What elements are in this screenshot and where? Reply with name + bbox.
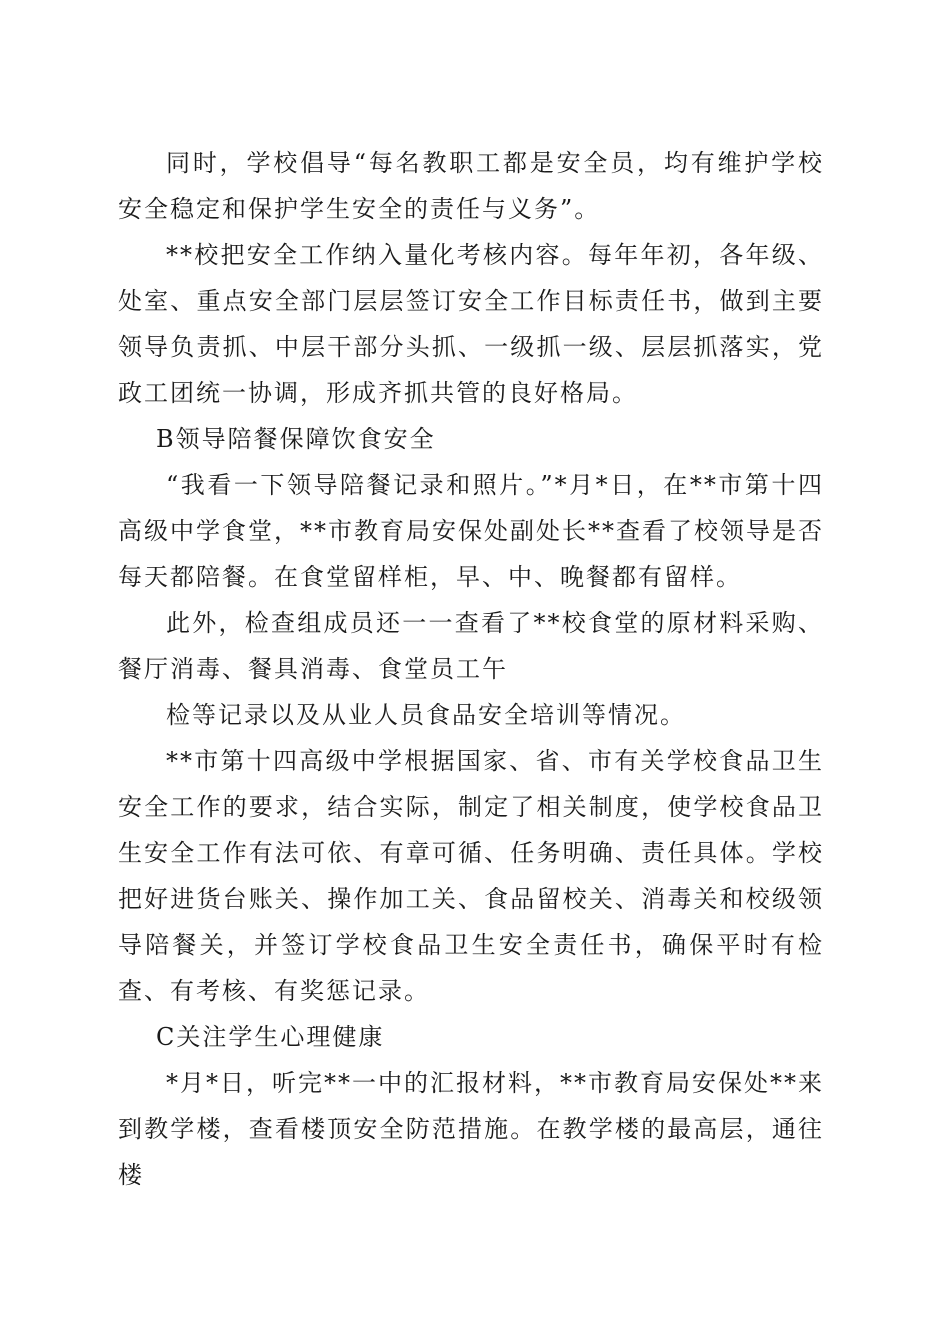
paragraph-safety-advocacy: 同时，学校倡导“每名教职工都是安全员，均有维护学校安全稳定和保护学生安全的责任与义务”。 xyxy=(118,149,824,223)
document-body xyxy=(118,140,824,1198)
paragraph-rooftop-check: *月*日，听完**一中的汇报材料，**市教育局安保处**来到教学楼，查看楼顶安全防范措施。在教学楼的最高层，通往楼 xyxy=(118,1069,824,1189)
paragraph-food-safety-rules: **市第十四高级中学根据国家、省、市有关学校食品卫生安全工作的要求，结合实际，制定了相关制度，使学校食品卫生安全工作有法可依、有章可循、任务明确、责任具体。学校把好进货台账关、操作加工关、食品留校关、消毒关和校级领导陪餐关，并签订学校食品卫生安全责任书，确保平时有检查、有考核、有奖惩记录。 xyxy=(118,747,824,1005)
section-heading-b: B领导陪餐保障饮食安全 xyxy=(156,425,436,453)
paragraph-quantified-assessment: **校把安全工作纳入量化考核内容。每年年初，各年级、处室、重点安全部门层层签订安全工作目标责任书，做到主要领导负责抓、中层干部分头抓、一级抓一级、层层抓落实，党政工团统一协调，形成齐抓共管的良好格局。 xyxy=(118,241,824,407)
section-heading-c: C关注学生心理健康 xyxy=(156,1023,385,1051)
paragraph-inspection-continued: 检等记录以及从业人员食品安全培训等情况。 xyxy=(166,701,686,729)
paragraph-inspection: 此外，检查组成员还一一查看了**校食堂的原材料采购、餐厅消毒、餐具消毒、食堂员工午 xyxy=(118,609,824,683)
paragraph-meal-records: “我看一下领导陪餐记录和照片。”*月*日，在**市第十四高级中学食堂，**市教育局安保处副处长**查看了校领导是否每天都陪餐。在食堂留样柜，早、中、晚餐都有留样。 xyxy=(118,471,824,591)
